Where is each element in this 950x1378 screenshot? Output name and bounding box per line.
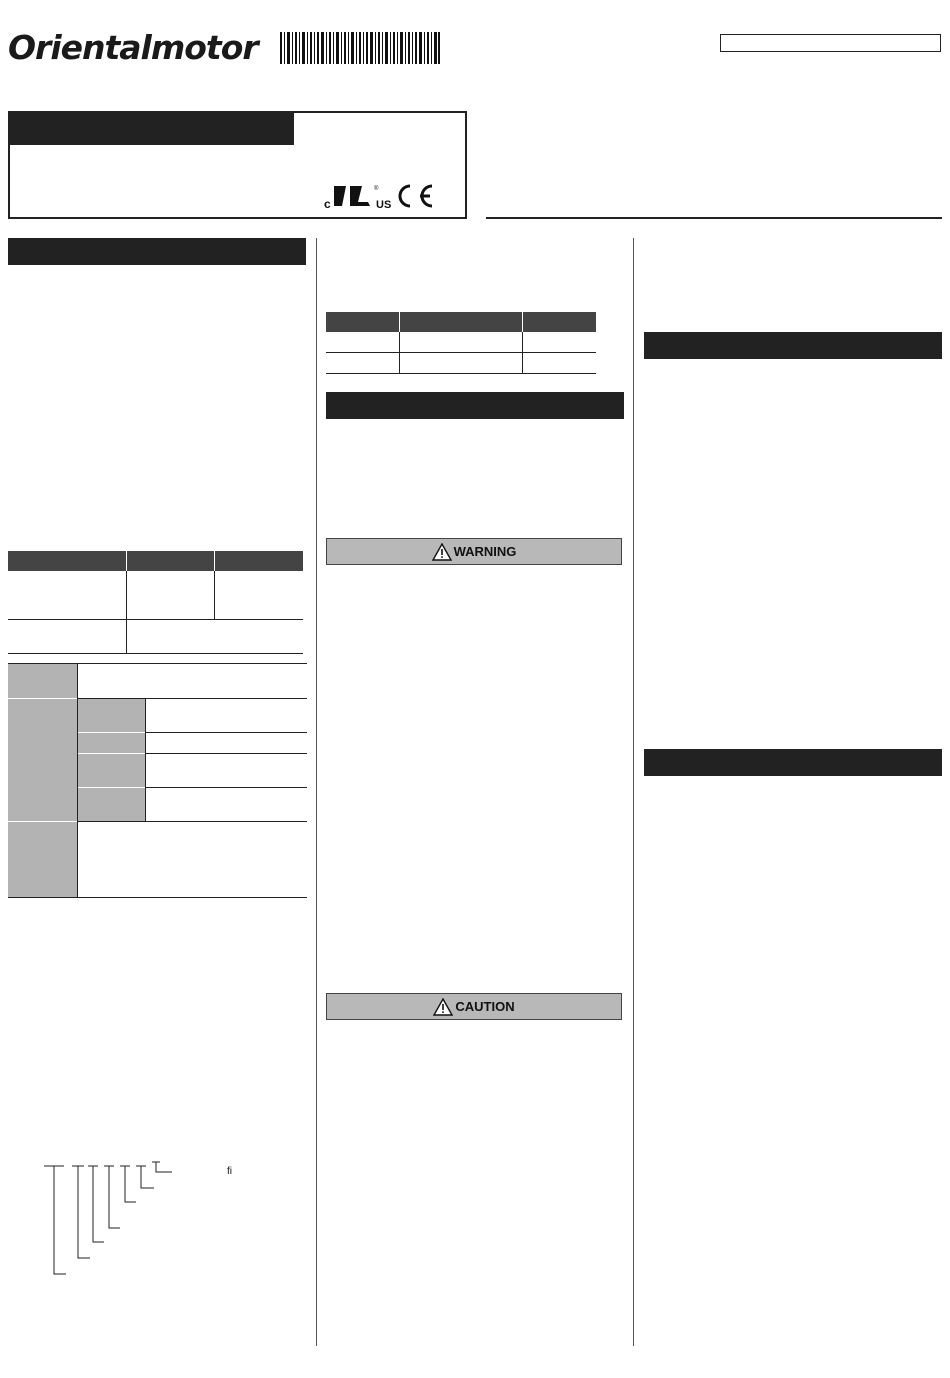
caution-banner <box>326 993 622 1020</box>
column-divider-2 <box>633 238 634 1346</box>
caution-label: CAUTION <box>455 999 515 1014</box>
warning-banner <box>326 538 622 565</box>
table-c-header <box>326 312 596 332</box>
header-right-rule <box>486 217 942 219</box>
section-header-1 <box>8 238 306 265</box>
table-a-col-rule <box>126 571 127 653</box>
warning-label: WARNING <box>453 544 517 559</box>
certification-marks <box>324 180 436 212</box>
section-header-3 <box>644 332 942 359</box>
section-header-2 <box>326 392 624 419</box>
svg-text:®: ® <box>374 186 379 192</box>
ul-us-mark: US <box>376 199 392 211</box>
table-c-row-rule <box>326 352 596 353</box>
model-code-diagram <box>40 1160 180 1280</box>
table-b-sublabel-column <box>78 699 145 821</box>
table-c-bottom-rule <box>326 373 596 374</box>
ce-c-icon <box>400 186 410 206</box>
document-number-box <box>720 34 941 52</box>
model-code-note-glyph: ﬁ <box>227 1166 232 1177</box>
section-header-4 <box>644 749 942 776</box>
title-bar <box>10 113 294 145</box>
column-divider-1 <box>316 238 317 1346</box>
ul-c-mark: c <box>324 197 331 211</box>
table-a-bottom-rule <box>8 653 303 654</box>
brand-logo: Orientalmotor <box>8 28 258 67</box>
caution-triangle-icon <box>433 998 453 1016</box>
ce-e-icon <box>420 186 432 206</box>
barcode-icon <box>280 32 440 64</box>
warning-triangle-icon <box>432 543 452 561</box>
ul-mark-icon <box>334 186 370 206</box>
table-b-bottom-rule <box>8 897 307 898</box>
table-a-col-rule <box>214 571 215 619</box>
table-a-header <box>8 551 303 571</box>
table-a-row-rule <box>8 619 303 620</box>
